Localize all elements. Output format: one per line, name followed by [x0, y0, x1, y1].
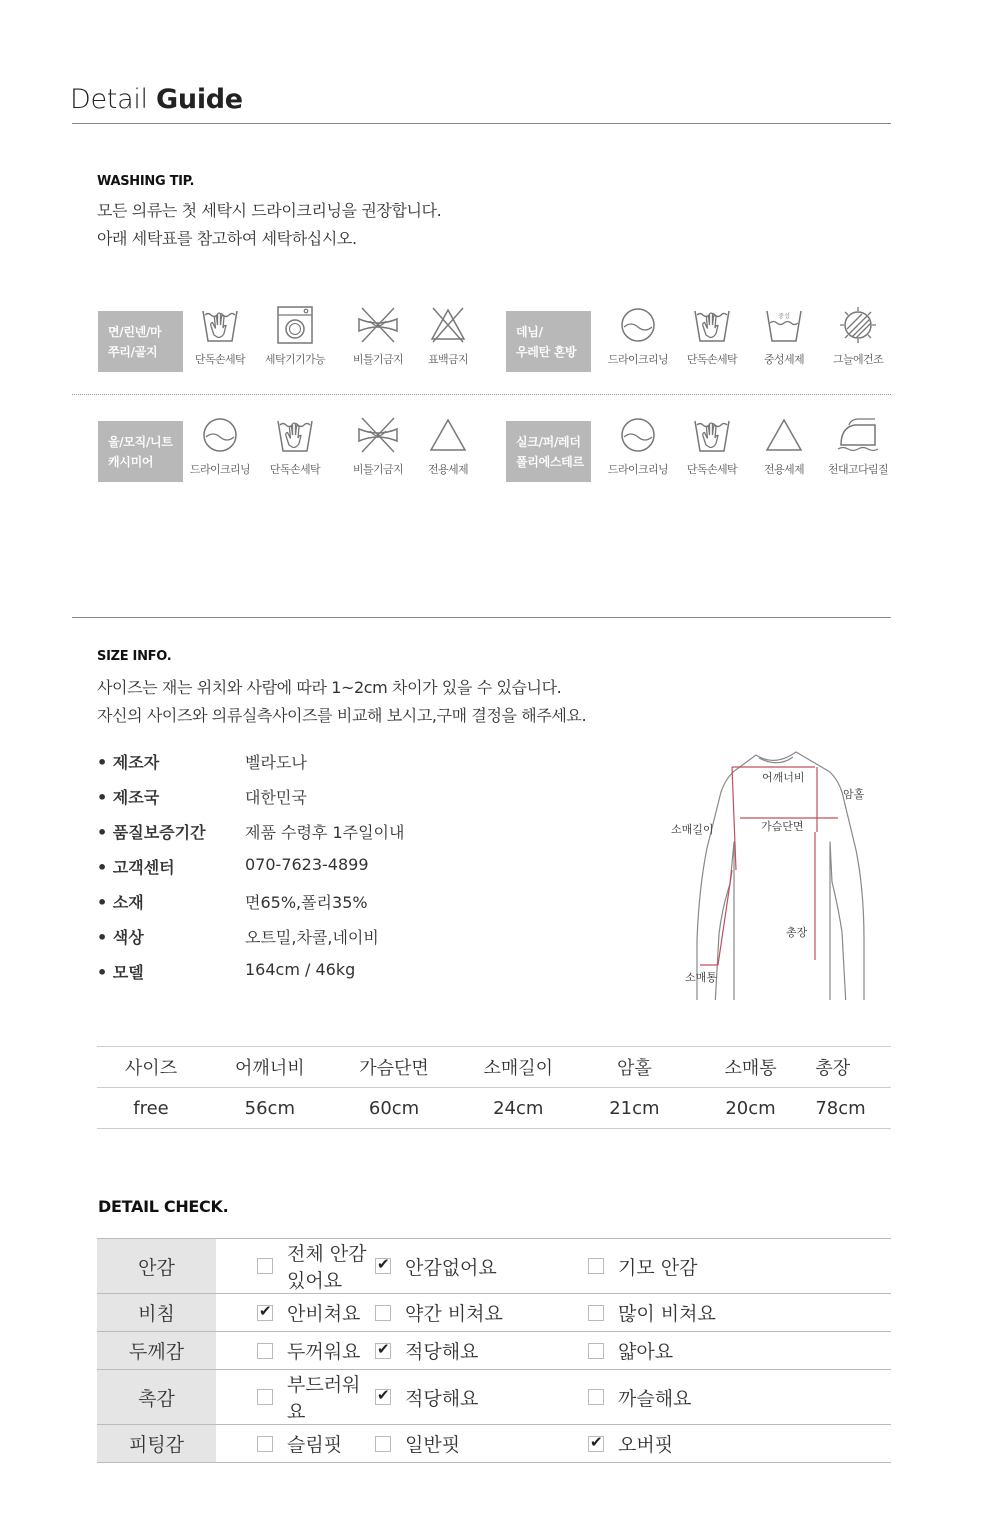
check-option[interactable]: [588, 1253, 697, 1280]
check-option-label: 까슬해요: [618, 1387, 692, 1410]
size-info-heading: SIZE INFO.: [97, 649, 172, 664]
checkbox-checked[interactable]: [375, 1389, 391, 1405]
no-bleach-icon: [428, 305, 468, 345]
care-item: 단독손세탁: [672, 415, 752, 477]
care-item: 단독손세탁: [180, 305, 260, 367]
check-option[interactable]: [257, 1337, 360, 1364]
check-option[interactable]: [375, 1384, 478, 1411]
check-option[interactable]: [375, 1299, 503, 1326]
check-option-label: 약간 비쳐요: [405, 1303, 503, 1325]
hand-wash-icon: [275, 415, 315, 455]
no-wring-icon: [356, 415, 400, 455]
check-option-label: 부드러워요: [287, 1374, 361, 1423]
check-row-label: 촉감: [97, 1370, 216, 1425]
sleeve-length-label: 소매길이: [671, 823, 714, 836]
checkbox-checked[interactable]: [375, 1258, 391, 1274]
dry-clean-icon: [618, 415, 658, 455]
length-label: 총장: [786, 926, 808, 939]
check-option-label: 기모 안감: [618, 1256, 698, 1279]
care-item: 비틀기금지: [338, 305, 418, 367]
garment-measure-diagram: [660, 740, 900, 1000]
check-option[interactable]: [588, 1337, 673, 1364]
care-category: 면/린넨/마 쭈리/골지: [98, 311, 183, 372]
care-item: 드라이크리닝: [180, 415, 260, 477]
check-option[interactable]: [588, 1299, 716, 1326]
dry-clean-icon: [200, 415, 240, 455]
check-row: [97, 1239, 891, 1294]
care-item: 표백금지: [408, 305, 488, 367]
checkbox[interactable]: [588, 1343, 604, 1359]
check-row-label: 피팅감: [97, 1425, 216, 1463]
care-category: 울/모직/니트 캐시미어: [98, 421, 183, 482]
checkbox[interactable]: [588, 1305, 604, 1321]
check-option-label: 오버핏: [618, 1434, 674, 1456]
check-row-label: 비침: [97, 1294, 216, 1332]
washing-tip-text: 모든 의류는 첫 세탁시 드라이크리닝을 권장합니다. 아래 세탁표를 참고하여 세탁하십시오.: [97, 201, 442, 248]
care-item: 그늘에건조: [818, 305, 898, 367]
checkbox-checked[interactable]: [375, 1343, 391, 1359]
washing-machine-icon: [275, 305, 315, 345]
size-info-text: 사이즈는 재는 위치와 사람에 따라 1~2cm 차이가 있을 수 있습니다. 자신의 사이즈와 의류실측사이즈를 비교해 보시고,구매 결정을 해주세요.: [97, 678, 587, 725]
checkbox[interactable]: [588, 1258, 604, 1274]
divider: [72, 123, 891, 124]
check-option-label: 안감없어요: [405, 1256, 497, 1279]
check-option-label: 슬림핏: [287, 1434, 343, 1456]
check-option-label: 얇아요: [618, 1341, 674, 1363]
check-option[interactable]: [257, 1299, 360, 1326]
care-item: 단독손세탁: [672, 305, 752, 367]
check-option-label: 일반핏: [405, 1434, 461, 1456]
checkbox-checked[interactable]: [588, 1436, 604, 1452]
checkbox[interactable]: [588, 1389, 604, 1405]
care-category: 실크/퍼/레더 폴리에스테르: [506, 421, 591, 482]
cloth-iron-icon: [836, 415, 880, 455]
check-row: [97, 1332, 891, 1370]
care-item: 천대고다림질: [818, 415, 898, 477]
check-option-label: 두꺼워요: [287, 1341, 361, 1363]
table-header-row: 사이즈 어깨너비 가슴단면 소매길이 암홀 소매통 총장: [97, 1047, 891, 1088]
dotted-divider: [72, 394, 891, 395]
chest-label: 가슴단면: [761, 820, 804, 833]
check-option[interactable]: [375, 1253, 497, 1280]
check-row: [97, 1294, 891, 1332]
table-row: free 56cm 60cm 24cm 21cm 20cm 78cm: [97, 1088, 891, 1129]
armhole-label: 암홀: [843, 788, 865, 801]
detail-check-table: [97, 1238, 891, 1463]
cuff-label: 소매통: [685, 971, 717, 984]
washing-tip-heading: WASHING TIP.: [97, 174, 195, 189]
care-item: 세탁기기가능: [255, 305, 335, 367]
special-detergent-icon: [428, 415, 468, 455]
page-title: Detail Guide: [70, 84, 243, 115]
dry-clean-icon: [618, 305, 658, 345]
check-option-label: 많이 비쳐요: [618, 1303, 716, 1325]
check-option[interactable]: [588, 1384, 691, 1411]
care-item: 전용세제: [744, 415, 824, 477]
checkbox[interactable]: [375, 1436, 391, 1452]
detail-check-heading: DETAIL CHECK.: [98, 1197, 229, 1216]
no-wring-icon: [356, 305, 400, 345]
care-item: 드라이크리닝: [598, 305, 678, 367]
check-row-label: 안감: [97, 1239, 216, 1294]
check-option[interactable]: [257, 1430, 342, 1457]
checkbox-checked[interactable]: [257, 1305, 273, 1321]
special-detergent-icon: [764, 415, 804, 455]
checkbox[interactable]: [257, 1343, 273, 1359]
check-row-label: 두께감: [97, 1332, 216, 1370]
check-option-label: 적당해요: [405, 1387, 479, 1410]
check-row: [97, 1370, 891, 1425]
checkbox[interactable]: [257, 1258, 273, 1274]
check-option-label: 전체 안감있어요: [287, 1243, 367, 1292]
check-option[interactable]: [375, 1337, 478, 1364]
divider: [72, 617, 891, 618]
hand-wash-icon: [692, 415, 732, 455]
hand-wash-icon: [200, 305, 240, 345]
check-option-label: 적당해요: [405, 1341, 479, 1363]
check-option[interactable]: [588, 1430, 673, 1457]
check-option-label: 안비쳐요: [287, 1303, 361, 1325]
care-item: 중성세제: [744, 305, 824, 367]
shoulder-label: 어깨너비: [762, 771, 805, 784]
check-option[interactable]: [257, 1239, 375, 1293]
check-option[interactable]: [257, 1370, 375, 1424]
neutral-detergent-icon: [764, 305, 804, 345]
care-item: 비틀기금지: [338, 415, 418, 477]
size-table: [97, 1046, 891, 1129]
hand-wash-icon: [692, 305, 732, 345]
care-item: 전용세제: [408, 415, 488, 477]
checkbox[interactable]: [257, 1436, 273, 1452]
care-category: 데님/ 우레탄 혼방: [506, 311, 591, 372]
check-row: [97, 1425, 891, 1463]
check-option[interactable]: [375, 1430, 460, 1457]
checkbox[interactable]: [375, 1305, 391, 1321]
care-item: 드라이크리닝: [598, 415, 678, 477]
checkbox[interactable]: [257, 1389, 273, 1405]
care-item: 단독손세탁: [255, 415, 335, 477]
shade-dry-icon: [838, 305, 878, 345]
